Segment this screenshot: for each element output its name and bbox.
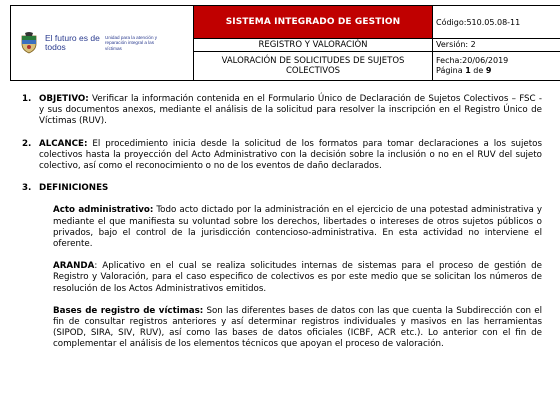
page-number: 1 xyxy=(465,66,471,75)
section-paragraph xyxy=(39,183,542,194)
definition-term: Acto administrativo: xyxy=(53,205,154,216)
colombia-crest-icon xyxy=(19,32,39,54)
logo-main-text: El futuro es de todos xyxy=(45,33,100,52)
page-prefix: Página xyxy=(436,66,466,75)
definition-term: Bases de registro de víctimas: xyxy=(53,305,204,316)
definition-item xyxy=(53,205,542,250)
date-page-cell xyxy=(433,52,560,81)
version-label: Versión: 2 xyxy=(433,39,560,52)
definition-text: : Aplicativo en el cual se realiza solicitudes internas de sistemas para el proceso de gestión de Registro y Valoración, para el caso especifico de colectivos es por este medio que se solicitan los números de resolución de los Actos Administrativos emitidos. xyxy=(53,261,542,294)
definition-item xyxy=(53,261,542,295)
logo-sub-text: Unidad para la atención y reparación integral a las víctimas xyxy=(105,34,158,51)
document-body xyxy=(22,94,542,351)
document-header xyxy=(10,5,560,81)
page-of: de xyxy=(470,66,486,75)
process-name: REGISTRO Y VALORACIÓN xyxy=(194,39,433,52)
section-number: 2. xyxy=(22,138,32,149)
section-heading: ALCANCE: xyxy=(39,138,88,149)
section-number: 1. xyxy=(22,94,32,104)
section-paragraph xyxy=(39,94,542,128)
section-text: Verificar la información contenida en el Formulario Único de Declaración de Sujetos Colectivos – FSC - y sus documentos anexos, mediante el análisis de la solicitud para resolver la inscripción en el Registro Único de Víctimas (RUV). xyxy=(39,94,542,127)
definition-text: Son las diferentes bases de datos con las que cuenta la Subdirección con el fin de consultar registros anteriores y así determinar registros individuales y masivos en las herramientas (SIPOD, SIRA, SIV, RUV), así como las bases de datos oficiales (ICBF, ACR etc.). Lo anterior con el fin de complementar el análisis de los elementos técnicos que apoyan el proceso de valoración. xyxy=(53,305,542,350)
definition-text: Todo acto dictado por la administración en el ejercicio de una potestad administrativa y mediante el que manifiesta su voluntad sobre los derechos, libertades o intereses de otros sujetos públicos o privados, bajo el control de la jurisdicción contencioso-administrativa. En esta actividad no interviene el oferente. xyxy=(53,205,542,250)
logo xyxy=(11,32,193,54)
page-total: 9 xyxy=(485,66,492,75)
section-alcance xyxy=(22,139,542,173)
document-code: Código:510.05.08-11 xyxy=(433,6,560,39)
section-objetivo xyxy=(22,94,542,128)
definition-term: ARANDA xyxy=(53,261,95,272)
section-paragraph xyxy=(39,139,542,173)
section-text: El procedimiento inicia desde la solicitud de los formatos para tomar declaraciones a los sujetos colectivos hasta la proyección del Acto Administrativo con la decisión sobre la inclusión o no en el RUV del sujeto colectivo, así como el reconocimiento o no de los eventos de daño declarados. xyxy=(39,138,542,172)
section-number: 3. xyxy=(22,183,32,194)
system-title: SISTEMA INTEGRADO DE GESTION xyxy=(194,6,433,39)
date-label: Fecha:20/06/2019 xyxy=(436,56,509,65)
document-title: VALORACIÓN DE SOLICITUDES DE SUJETOS COLECTIVOS xyxy=(194,52,433,81)
section-definiciones xyxy=(22,183,542,194)
page-indicator xyxy=(436,66,560,76)
logo-cell xyxy=(11,6,194,81)
definition-item xyxy=(53,306,542,351)
section-heading: OBJETIVO: xyxy=(39,94,89,104)
section-heading: DEFINICIONES xyxy=(39,183,109,194)
